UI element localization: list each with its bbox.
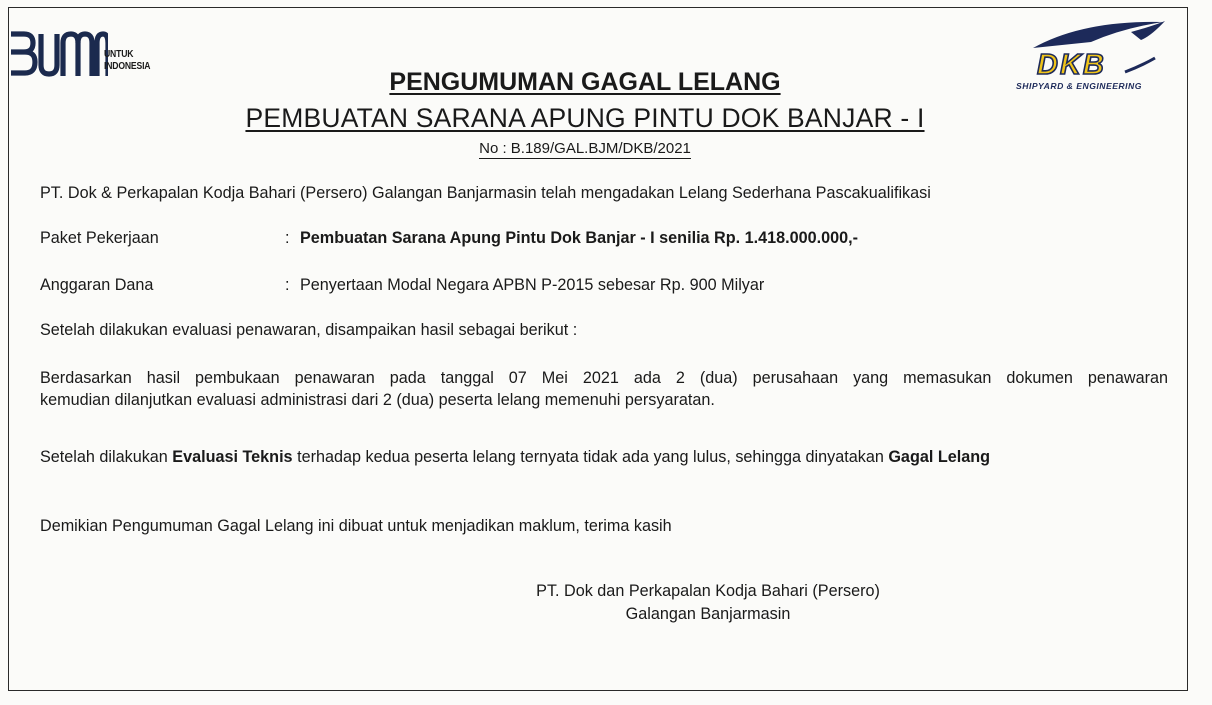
technical-evaluation-paragraph: Setelah dilakukan Evaluasi Teknis terhadap kedua peserta lelang ternyata tidak ada yang lulus, sehingga dinyatakan Gagal Lelang bbox=[40, 448, 990, 466]
opening-result-paragraph bbox=[40, 367, 1168, 411]
dkb-logo-text: DKB bbox=[1037, 49, 1106, 80]
field-label-anggaran: Anggaran Dana bbox=[40, 276, 154, 294]
document-subtitle: PEMBUATAN SARANA APUNG PINTU DOK BANJAR - I bbox=[245, 103, 925, 133]
field-value-anggaran: Penyertaan Modal Negara APBN P-2015 sebesar Rp. 900 Milyar bbox=[300, 276, 765, 294]
document-title: PENGUMUMAN GAGAL LELANG bbox=[389, 68, 781, 96]
field-value-paket: Pembuatan Sarana Apung Pintu Dok Banjar - I senilia Rp. 1.418.000.000,- bbox=[300, 229, 859, 247]
evaluation-intro: Setelah dilakukan evaluasi penawaran, disampaikan hasil sebagai berikut : bbox=[40, 321, 578, 339]
intro-paragraph: PT. Dok & Perkapalan Kodja Bahari (Persero) Galangan Banjarmasin telah mengadakan Lelang Sederhana Pascakualifikasi bbox=[40, 184, 931, 202]
emphasis-gagal-lelang: Gagal Lelang bbox=[888, 448, 990, 466]
closing-paragraph: Demikian Pengumuman Gagal Lelang ini dibuat untuk menjadikan maklum, terima kasih bbox=[40, 517, 672, 535]
paragraph-line: Berdasarkan hasil pembukaan penawaran pada tanggal 07 Mei 2021 ada 2 (dua) perusahaan yang memasukan dokumen penawaran bbox=[40, 369, 1168, 387]
signature-block bbox=[508, 580, 908, 626]
signature-company: PT. Dok dan Perkapalan Kodja Bahari (Persero) bbox=[536, 582, 880, 600]
dkb-tagline: SHIPYARD & ENGINEERING bbox=[1016, 81, 1142, 91]
paragraph-line: kemudian dilanjutkan evaluasi administrasi dari 2 (dua) peserta lelang memenuhi persyaratan. bbox=[40, 391, 715, 409]
document-number: No : B.189/GAL.BJM/DKB/2021 bbox=[479, 140, 691, 157]
emphasis-evaluasi-teknis: Evaluasi Teknis bbox=[172, 448, 293, 466]
field-separator: : bbox=[285, 229, 290, 247]
bumn-logo-text: UNTUK INDONESIA bbox=[104, 48, 151, 72]
field-separator: : bbox=[285, 276, 290, 294]
signature-unit: Galangan Banjarmasin bbox=[625, 605, 791, 623]
field-label-paket: Paket Pekerjaan bbox=[40, 229, 159, 247]
